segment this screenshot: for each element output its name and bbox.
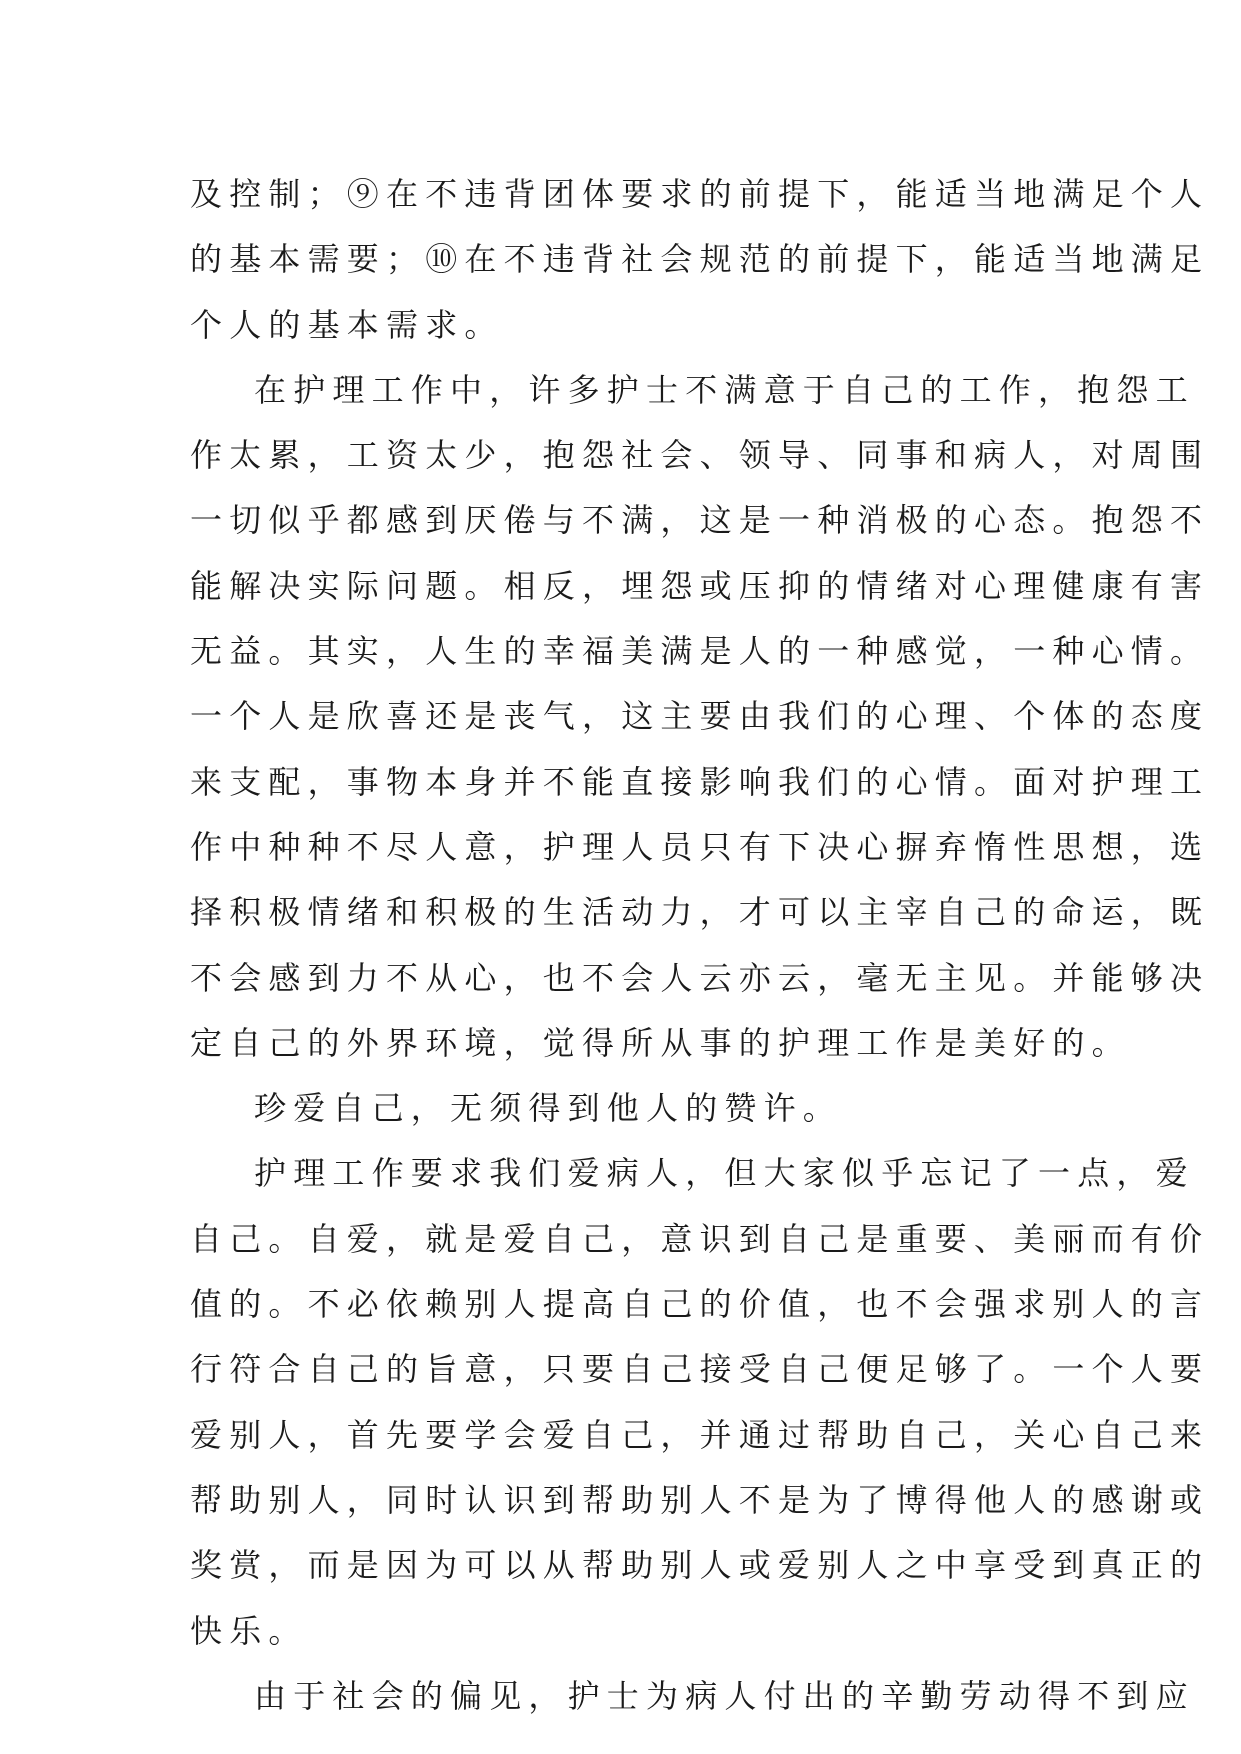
text-line: 自己。自爱，就是爱自己，意识到自己是重要、美丽而有价 [190,1219,1210,1258]
text-line: 爱别人，首先要学会爱自己，并通过帮助自己，关心自己来 [190,1415,1210,1454]
text-line: 择积极情绪和积极的生活动力，才可以主宰自己的命运，既 [190,893,1210,932]
body-text [190,162,1210,1729]
text-line: 作太累，工资太少，抱怨社会、领导、同事和病人，对周围 [190,436,1210,475]
text-line: 奖赏，而是因为可以从帮助别人或爱别人之中享受到真正的 [190,1546,1210,1585]
text-line: 行符合自己的旨意，只要自己接受自己便足够了。一个人要 [190,1350,1210,1389]
text-line: 作中种种不尽人意，护理人员只有下决心摒弃惰性思想，选 [190,827,1210,866]
text-line: 不会感到力不从心，也不会人云亦云，毫无主见。并能够决 [190,958,1210,997]
text-line: 一切似乎都感到厌倦与不满，这是一种消极的心态。抱怨不 [190,501,1210,540]
text-line: 来支配，事物本身并不能直接影响我们的心情。面对护理工 [190,762,1210,801]
paragraph-first-line: 在护理工作中，许多护士不满意于自己的工作，抱怨工 [254,370,1195,409]
text-line: 一个人是欣喜还是丧气，这主要由我们的心理、个体的态度 [190,697,1210,736]
text-line: 能解决实际问题。相反，埋怨或压抑的情绪对心理健康有害 [190,566,1210,605]
paragraph-first-line: 由于社会的偏见，护士为病人付出的辛勤劳动得不到应 [254,1676,1195,1715]
text-line: 的基本需要；⑩在不违背社会规范的前提下，能适当地满足 [190,240,1210,279]
text-line: 值的。不必依赖别人提高自己的价值，也不会强求别人的言 [190,1285,1210,1324]
text-line: 个人的基本需求。 [190,305,504,344]
section-heading: 珍爱自己，无须得到他人的赞许。 [254,1089,843,1128]
text-line: 帮助别人，同时认识到帮助别人不是为了博得他人的感谢或 [190,1480,1210,1519]
text-line: 快乐。 [190,1611,308,1650]
text-line: 无益。其实，人生的幸福美满是人的一种感觉，一种心情。 [190,632,1210,671]
text-line: 及控制；⑨在不违背团体要求的前提下，能适当地满足个人 [190,175,1210,213]
paragraph-first-line: 护理工作要求我们爱病人，但大家似乎忘记了一点，爱 [254,1154,1195,1193]
text-line: 定自己的外界环境，觉得所从事的护理工作是美好的。 [190,1023,1131,1062]
